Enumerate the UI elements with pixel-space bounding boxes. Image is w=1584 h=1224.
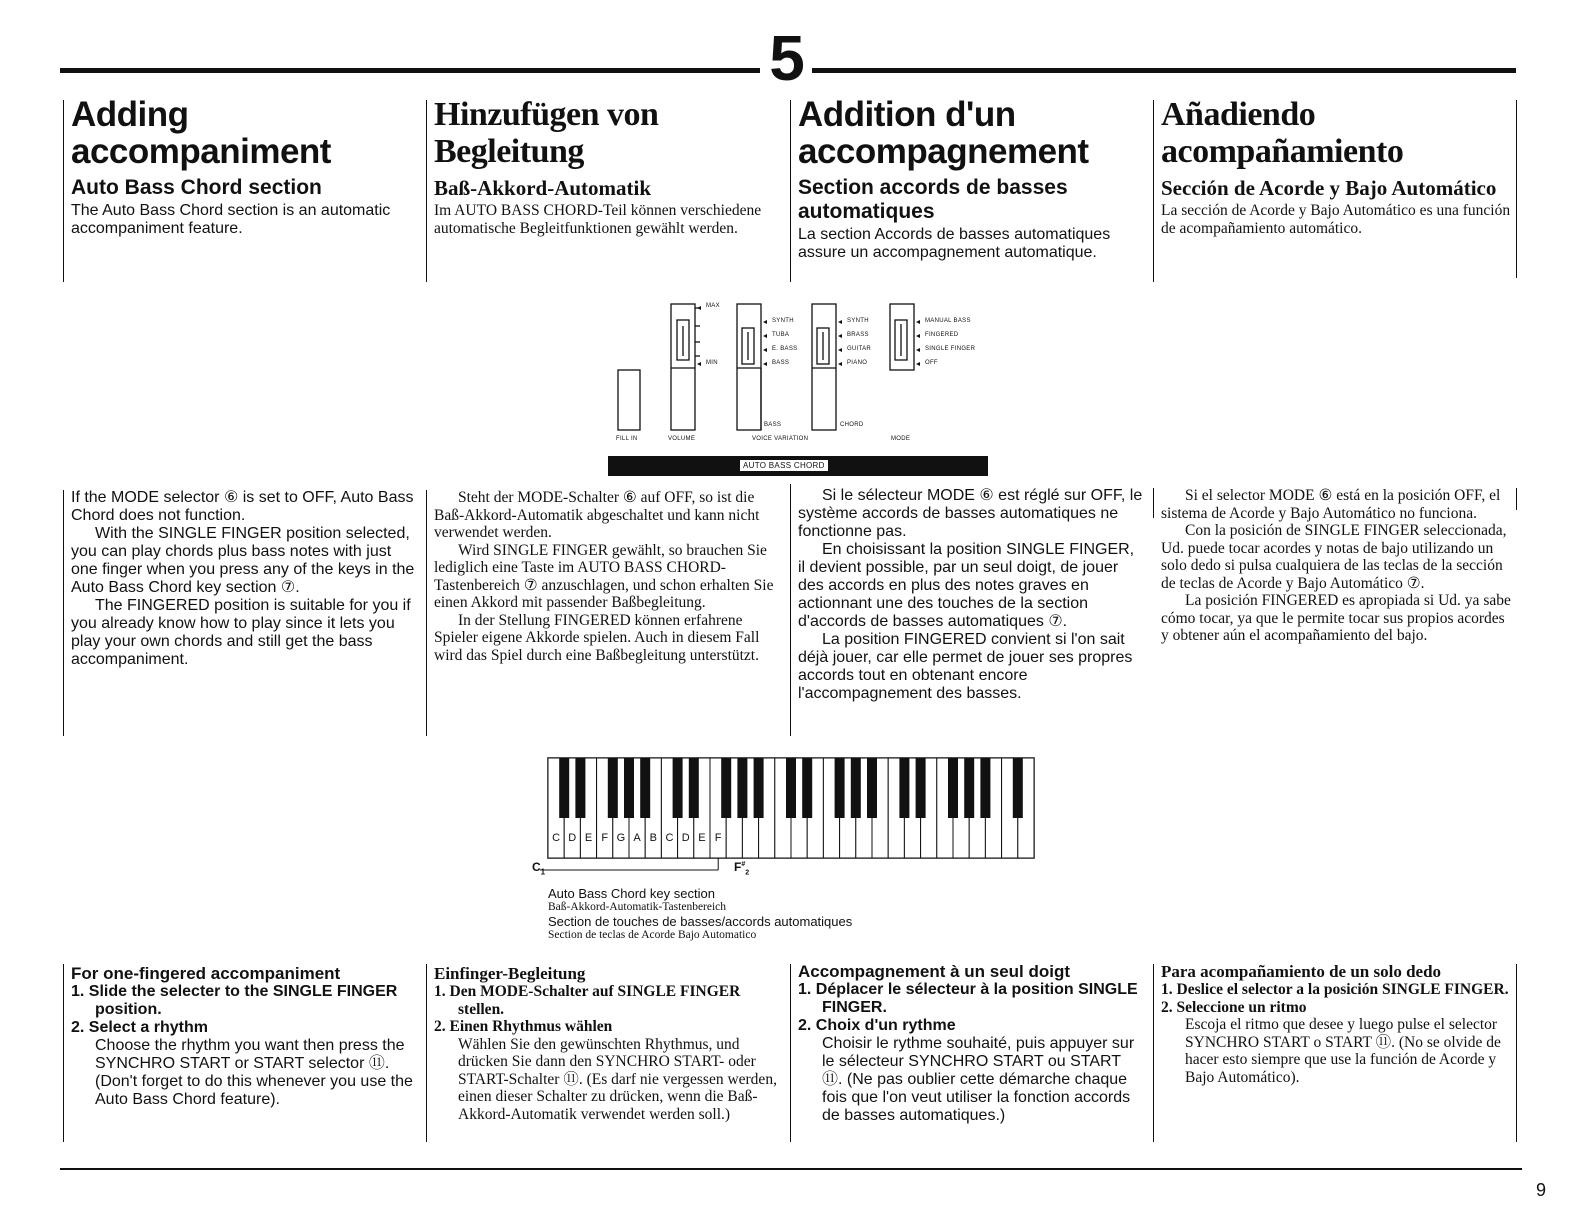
- key-label: C: [665, 832, 674, 844]
- body-german-3: In der Stellung FINGERED können erfahrene Spieler eigene Akkorde spielen. Auch in diesem Fall wird das Spiel durch eine Baßbegleitung unterstützt.: [434, 611, 760, 664]
- col2-rule-mid: [426, 490, 427, 736]
- caption-german: Baß-Akkord-Automatik-Tastenbereich: [548, 901, 727, 913]
- intro-german: Im AUTO BASS CHORD-Teil können verschiedene automatische Begleitfunktionen gewählt werden.: [434, 202, 762, 237]
- title-french: Addition d'un accompagnement: [798, 95, 1089, 171]
- col-spanish-steps: [1161, 962, 1511, 1086]
- step2-german: 2. Einen Rhythmus wählen: [434, 1018, 613, 1035]
- label-mode: MODE: [891, 436, 911, 442]
- col4-rule-mid: [1153, 488, 1154, 518]
- label-chord: CHORD: [840, 422, 864, 428]
- black-key: [737, 758, 747, 818]
- intro-english: The Auto Bass Chord section is an automatic accompaniment feature.: [71, 202, 391, 237]
- range-end-label: [734, 860, 749, 876]
- black-key: [786, 758, 796, 818]
- label-mode-manual-bass: MANUAL BASS: [925, 318, 971, 324]
- subtitle-english: Auto Bass Chord section: [71, 176, 322, 199]
- step1-english: 1. Slide the selecter to the SINGLE FINGER position.: [71, 983, 398, 1018]
- col4-rule-top: [1153, 100, 1154, 282]
- step2-body-spanish: Escoja el ritmo que desee y luego pulse el selector SYNCHRO START o START ⑪. (No se olvide de hacer esto siempre que use la función de Acorde y Bajo Automático).: [1185, 1016, 1501, 1086]
- black-key: [721, 758, 731, 818]
- steps-title-french: Accompagnement à un seul doigt: [798, 962, 1071, 981]
- black-key: [608, 758, 618, 818]
- body-spanish-3: La posición FINGERED es apropiada si Ud. ya sabe cómo tocar, ya que le permite tocar sus propios acordes y obtener aún el acompañamiento del bajo.: [1161, 592, 1511, 644]
- col4-rule-right-mid: [1516, 488, 1517, 510]
- black-key: [1013, 758, 1023, 818]
- key-label: F: [601, 832, 609, 844]
- auto-bass-chord-banner: AUTO BASS CHORD: [740, 460, 828, 471]
- black-key: [640, 758, 650, 818]
- label-bass-tuba: TUBA: [772, 332, 790, 338]
- subtitle-french: Section accords de basses automatiques: [798, 176, 1068, 223]
- range-start-label: [532, 860, 545, 876]
- range-end-octave: 2: [745, 869, 750, 877]
- section-number: 5: [769, 22, 805, 94]
- label-min: MIN: [706, 360, 718, 366]
- col4-rule-bottom: [1153, 964, 1154, 1142]
- header-rule-left: [60, 68, 760, 73]
- black-key: [802, 758, 812, 818]
- label-mode-off: OFF: [925, 360, 938, 366]
- range-start-note: C: [532, 860, 541, 874]
- steps-title-english: For one-fingered accompaniment: [71, 964, 341, 983]
- black-key: [575, 758, 585, 818]
- caption-french: Section de touches de basses/accords automatiques: [548, 914, 853, 929]
- col3-rule-mid: [790, 484, 791, 736]
- label-chord-piano: PIANO: [847, 360, 868, 366]
- col1-rule-top: [63, 100, 64, 282]
- col4-rule-right-top: [1516, 100, 1517, 278]
- col2-rule-bottom: [426, 964, 427, 1142]
- col-english-body: [71, 489, 416, 669]
- body-english-3: The FINGERED position is suitable for you if you already know how to play since it lets you play your own chords and still get the bass accompaniment.: [71, 597, 411, 668]
- key-label: D: [681, 832, 690, 844]
- keyboard-caption: [548, 886, 1068, 942]
- col2-rule-top: [426, 100, 427, 282]
- intro-spanish: La sección de Acorde y Bajo Automático es una función de acompañamiento automático.: [1161, 202, 1511, 237]
- range-end-note: F: [734, 860, 742, 874]
- step2-french: 2. Choix d'un rythme: [798, 1017, 956, 1034]
- body-english-2: With the SINGLE FINGER position selected, you can play chords plus bass notes with just one finger when you press any of the keys in the Auto Bass Chord key section ⑦.: [71, 525, 415, 596]
- key-label: E: [584, 832, 593, 844]
- title-german: Hinzufügen von Begleitung: [434, 96, 659, 170]
- label-bass-synth: SYNTH: [772, 318, 794, 324]
- body-english-1: If the MODE selector ⑥ is set to OFF, Auto Bass Chord does not function.: [71, 489, 414, 524]
- label-bass-ebass: E. BASS: [772, 346, 798, 352]
- black-key: [851, 758, 861, 818]
- caption-spanish: Section de teclas de Acorde Bajo Automatico: [548, 929, 757, 941]
- key-label: B: [649, 832, 657, 844]
- col-german-steps: [434, 964, 779, 1123]
- keyboard-illustration: [540, 752, 1040, 880]
- step2-spanish: 2. Seleccione un ritmo: [1161, 998, 1307, 1016]
- col1-rule-bottom: [63, 964, 64, 1142]
- step2-body-english: Choose the rhythm you want then press the SYNCHRO START or START selector ⑪. (Don't forget to do this whenever you use the Auto Bass Chord feature).: [95, 1037, 413, 1108]
- label-chord-guitar: GUITAR: [847, 346, 872, 352]
- col-german-header: [434, 96, 779, 237]
- black-key: [980, 758, 990, 818]
- key-label: F: [714, 832, 722, 844]
- step2-body-french: Choisir le rythme souhaité, puis appuyer sur le sélecteur SYNCHRO START ou START ⑪. (Ne pas oublier cette démarche chaque fois que l'on veut utiliser la fonction accords de basses automatiques.): [822, 1035, 1135, 1124]
- step2-english: 2. Select a rhythm: [71, 1019, 208, 1036]
- header-rule-right: [812, 68, 1516, 73]
- label-max: MAX: [706, 303, 720, 309]
- col-spanish-header: [1161, 96, 1511, 237]
- black-key: [673, 758, 683, 818]
- subtitle-spanish: Sección de Acorde y Bajo Automático: [1161, 176, 1497, 200]
- body-german-1: Steht der MODE-Schalter ⑥ auf OFF, so ist die Baß-Akkord-Automatik abgeschaltet und kann nicht verwendet werden.: [434, 489, 760, 541]
- label-voice-variation: VOICE VARIATION: [752, 436, 809, 442]
- col-french-body: [798, 487, 1143, 703]
- body-french-3: La position FINGERED convient si l'on sait déjà jouer, car elle permet de jouer ses propres accords tout en obtenant encore l'accompagnement des basses.: [798, 631, 1133, 702]
- step2-body-german: Wählen Sie den gewünschten Rhythmus, und drücken Sie dann den SYNCHRO START- oder START-Schalter ⑪. (Es darf nie vergessen werden, einen dieser Schalter zu drücken, wenn die Baß-Akkord-Automatik verwendet werden soll.): [458, 1035, 777, 1123]
- label-chord-synth: SYNTH: [847, 318, 869, 324]
- black-key: [689, 758, 699, 818]
- step1-german: 1. Den MODE-Schalter auf SINGLE FINGER stellen.: [434, 983, 741, 1018]
- col-german-body: [434, 489, 779, 664]
- body-german-2: Wird SINGLE FINGER gewählt, so brauchen Sie lediglich eine Taste im AUTO BASS CHORD-Tastenbereich ⑦ anzuschlagen, und schon erhalten Sie einen Akkord mit passender Baßbegleitung.: [434, 541, 774, 611]
- black-key: [867, 758, 877, 818]
- black-key: [964, 758, 974, 818]
- subtitle-german: Baß-Akkord-Automatik: [434, 176, 652, 200]
- step1-spanish: 1. Deslice el selector a la posición SINGLE FINGER.: [1161, 981, 1509, 998]
- steps-title-spanish: Para acompañamiento de un solo dedo: [1161, 962, 1442, 981]
- key-label: G: [616, 832, 626, 844]
- steps-title-german: Einfinger-Begleitung: [434, 964, 586, 983]
- title-spanish: Añadiendo acompañamiento: [1161, 96, 1404, 170]
- label-fill-in: FILL IN: [616, 436, 638, 442]
- page-number: 9: [1536, 1180, 1547, 1200]
- label-bass-bass: BASS: [772, 360, 790, 366]
- intro-french: La section Accords de basses automatiques assure un accompagnement automatique.: [798, 226, 1111, 261]
- range-end-sharp: #: [741, 861, 746, 868]
- key-label: D: [568, 832, 577, 844]
- key-label: C: [552, 832, 561, 844]
- col3-rule-bottom: [790, 964, 791, 1142]
- label-mode-single-finger: SINGLE FINGER: [925, 346, 976, 352]
- key-label: A: [633, 832, 641, 844]
- key-label: E: [698, 832, 706, 844]
- col-english-steps: [71, 964, 416, 1109]
- col-french-steps: [798, 962, 1143, 1125]
- label-chord-brass: BRASS: [847, 332, 869, 338]
- black-key: [754, 758, 764, 818]
- black-key: [948, 758, 958, 818]
- label-volume: VOLUME: [668, 436, 696, 442]
- footer-rule: [60, 1168, 1522, 1170]
- title-english: Adding accompaniment: [71, 95, 331, 171]
- range-start-octave: 1: [540, 867, 546, 877]
- col-english-header: [71, 96, 416, 238]
- caption-english: Auto Bass Chord key section: [548, 886, 715, 901]
- body-spanish-1: Si el selector MODE ⑥ está en la posición OFF, el sistema de Acorde y Bajo Automático no funciona.: [1161, 487, 1501, 522]
- label-mode-fingered: FINGERED: [925, 332, 959, 338]
- black-key: [624, 758, 634, 818]
- col4-rule-right-bottom: [1516, 964, 1517, 1142]
- black-key: [559, 758, 569, 818]
- col3-rule-top: [790, 100, 791, 282]
- body-spanish-2: Con la posición de SINGLE FINGER seleccionada, Ud. puede tocar acordes y notas de bajo utilizando un solo dedo si pulsa cualquiera de las teclas de la sección de teclas de Acorde y Bajo Automático ⑦.: [1161, 522, 1507, 592]
- col-spanish-body: [1161, 487, 1511, 645]
- col1-rule-mid: [63, 490, 64, 736]
- body-french-2: En choisissant la position SINGLE FINGER, il devient possible, par un seul doigt, de jouer des accords en plus des notes graves en actionnant une des touches de la section d'accords de basses automatiques ⑦.: [798, 541, 1135, 630]
- col-french-header: [798, 96, 1143, 262]
- black-key: [916, 758, 926, 818]
- black-key: [899, 758, 909, 818]
- black-key: [835, 758, 845, 818]
- step1-french: 1. Déplacer le sélecteur à la position SINGLE FINGER.: [798, 981, 1138, 1016]
- label-bass: BASS: [764, 422, 782, 428]
- body-french-1: Si le sélecteur MODE ⑥ est réglé sur OFF, le système accords de basses automatiques ne fonctionne pas.: [798, 487, 1143, 540]
